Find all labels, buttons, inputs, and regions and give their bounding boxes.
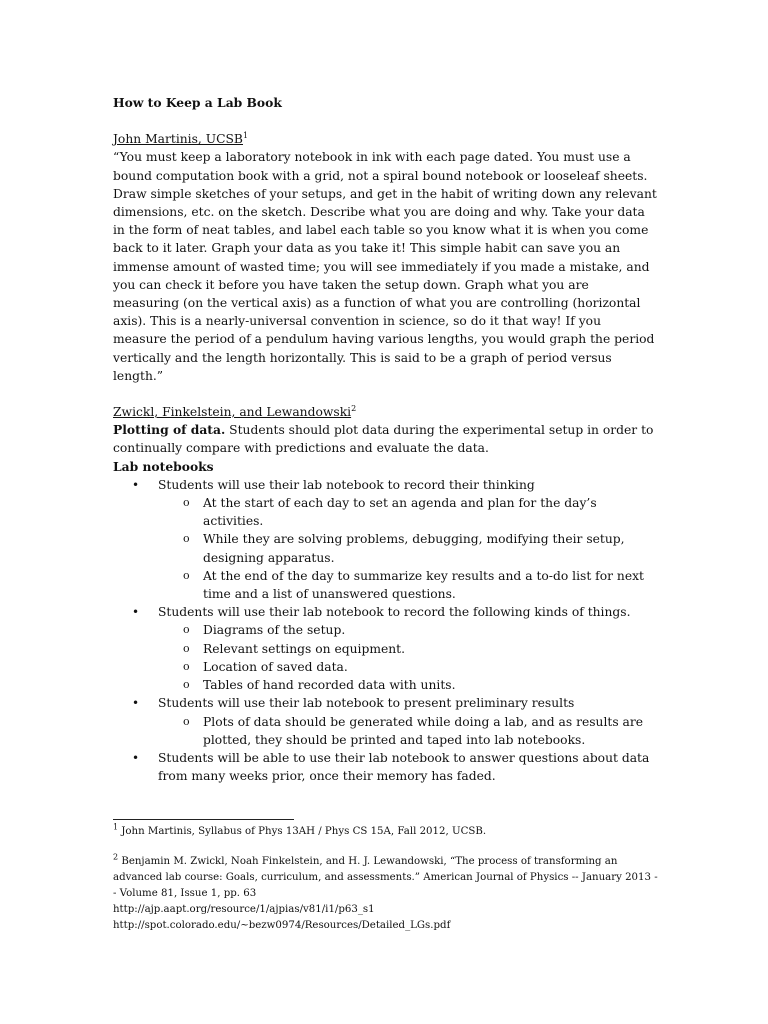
sub-list-item-text: Tables of hand recorded data with units. bbox=[203, 678, 456, 693]
sub-list-item bbox=[113, 530, 658, 566]
document-body bbox=[113, 94, 658, 785]
link-spot[interactable]: http://spot.colorado.edu/~bezw0974/Resources/Detailed_LGs.pdf bbox=[113, 920, 451, 931]
list-item-text: Students will use their lab notebook to record their thinking bbox=[158, 477, 535, 492]
sub-list-item-text: At the end of the day to summarize key results and a to-do list for next time and a list of unanswered questions. bbox=[203, 568, 644, 602]
footnote-divider bbox=[113, 819, 294, 820]
quote-paragraph: “You must keep a laboratory notebook in ink with each page dated. You must use a bound computation book with a grid, not a spiral bound notebook or looseleaf sheets. Draw simple sketches of your setups, and get in the habit of writing down any relevant dimensions, etc. on the sketch. Describe what you are doing and why. Take your data in the form of neat tables, and label each table so you know what it is when you come back to it later. Graph your data as you take it! This simple habit can save you an immense amount of wasted time; you will see immediately if you made a mistake, and you can check it before you have taken the setup down. Graph what you are measuring (on the vertical axis) as a function of what you are controlling (horizontal axis). This is a nearly-universal convention in science, so do it that way! If you measure the period of a pendulum having various lengths, you would graph the period vertically and the length horizontally. This is said to be a graph of period versus length.” bbox=[113, 150, 657, 383]
list-item bbox=[113, 694, 658, 749]
sub-list-item bbox=[113, 494, 658, 530]
list-item bbox=[113, 603, 658, 694]
sub-list-item bbox=[113, 676, 658, 694]
sub-list-item-text: Relevant settings on equipment. bbox=[203, 641, 406, 656]
page-title: How to Keep a Lab Book bbox=[113, 95, 282, 110]
sub-bullet-marker: o bbox=[183, 714, 190, 728]
list-item bbox=[113, 749, 658, 785]
plotting-heading: Plotting of data. bbox=[113, 422, 226, 438]
plotting-text: Students should plot data during the experimental setup in order to continually compare with predictions and evaluate the data. bbox=[113, 423, 654, 456]
bullet-marker: • bbox=[132, 477, 140, 492]
footnote-text: John Martinis, Syllabus of Phys 13AH / Phys CS 15A, Fall 2012, UCSB. bbox=[118, 826, 487, 837]
plotting-paragraph bbox=[113, 421, 658, 457]
lab-notebooks-heading: Lab notebooks bbox=[113, 458, 214, 474]
sub-bullet-marker: o bbox=[183, 568, 190, 582]
sub-bullet-marker: o bbox=[183, 532, 190, 546]
list-item-text: Students will use their lab notebook to present preliminary results bbox=[158, 696, 575, 711]
bullet-marker: • bbox=[132, 605, 140, 620]
sub-bullet-marker: o bbox=[183, 496, 190, 510]
sub-list-item bbox=[113, 658, 658, 676]
author-heading bbox=[113, 403, 658, 421]
footnote-number: 1 bbox=[113, 822, 119, 832]
bullet-marker: • bbox=[132, 750, 140, 765]
footnote-ref[interactable]: 1 bbox=[242, 131, 249, 141]
sub-bullet-marker: o bbox=[183, 678, 190, 692]
sub-list-item-text: At the start of each day to set an agenda and plan for the day’s activities. bbox=[203, 496, 597, 529]
footnote-ref[interactable]: 2 bbox=[351, 403, 357, 413]
author-name: John Martinis, UCSB bbox=[113, 132, 243, 147]
list-item-text: Students will use their lab notebook to record the following kinds of things. bbox=[158, 605, 631, 620]
link-ajp[interactable]: http://ajp.aapt.org/resource/1/ajpias/v81/i1/p63_s1 bbox=[113, 904, 375, 915]
sub-list bbox=[158, 713, 658, 749]
author-heading bbox=[113, 130, 658, 148]
sub-list-item-text: While they are solving problems, debugging, modifying their setup, designing apparatus. bbox=[203, 532, 625, 565]
bullet-marker: • bbox=[132, 696, 140, 711]
sub-list bbox=[158, 494, 658, 603]
footnote-1 bbox=[113, 824, 658, 840]
sub-list-item-text: Location of saved data. bbox=[203, 659, 348, 674]
list-item-text: Students will be able to use their lab notebook to answer questions about data from many weeks prior, once their memory has faded. bbox=[158, 750, 650, 784]
author-name: Zwickl, Finkelstein, and Lewandowski bbox=[113, 405, 352, 420]
footnote-2 bbox=[113, 854, 658, 902]
sub-list-item bbox=[113, 567, 658, 603]
footnote-text: Benjamin M. Zwickl, Noah Finkelstein, and H. J. Lewandowski, “The process of transforming an advanced lab course: Goals, curriculum, and assessments.” American Journal of Physics -- January 2013 -- Volume 81, Issue 1, pp. 63 bbox=[113, 856, 658, 899]
list-item bbox=[113, 476, 658, 603]
sub-list-item bbox=[113, 621, 658, 639]
section-zwickl bbox=[113, 403, 658, 785]
sub-list-item-text: Plots of data should be generated while doing a lab, and as results are plotted, they should be printed and taped into lab notebooks. bbox=[203, 714, 644, 747]
section-martinis bbox=[113, 130, 658, 385]
sub-list-item bbox=[113, 640, 658, 658]
sub-bullet-marker: o bbox=[183, 623, 190, 637]
sub-bullet-marker: o bbox=[183, 641, 190, 655]
sub-list-item bbox=[113, 713, 658, 749]
sub-list bbox=[158, 621, 658, 694]
footnotes bbox=[113, 824, 658, 934]
sub-list-item-text: Diagrams of the setup. bbox=[203, 623, 346, 638]
bullet-list bbox=[113, 476, 658, 785]
sub-bullet-marker: o bbox=[183, 659, 190, 673]
footnote-number: 2 bbox=[113, 852, 119, 862]
